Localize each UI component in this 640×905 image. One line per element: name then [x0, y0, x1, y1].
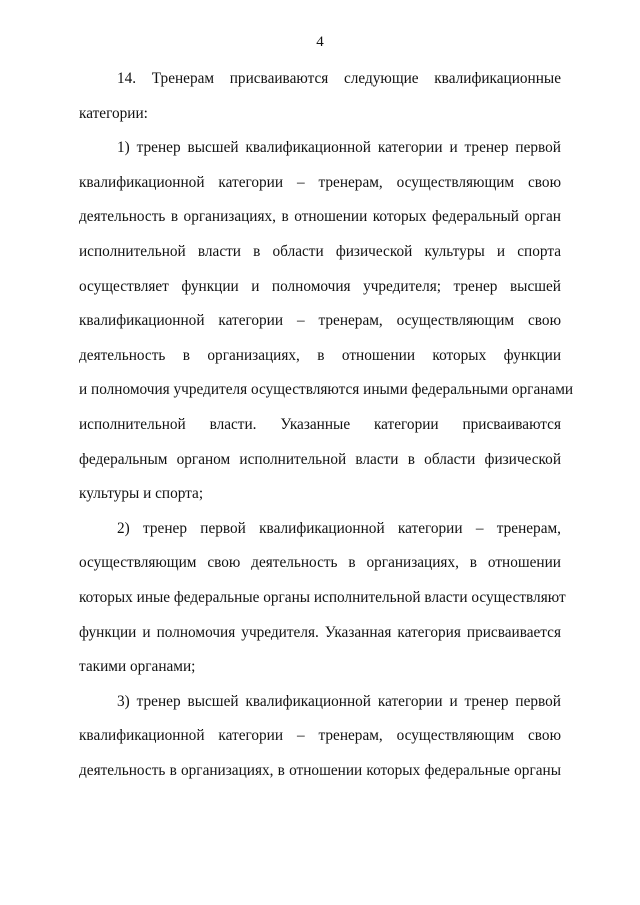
text-line: 14. Тренерам присваиваются следующие квалификационные [117, 70, 561, 87]
text-line: категории: [79, 104, 148, 122]
list-item-3 [79, 685, 561, 789]
text-line: исполнительной власти. Указанные категории присваиваются [79, 415, 561, 433]
text-line: которых иные федеральные органы исполнительной власти осуществляют [79, 588, 566, 606]
text-line: деятельность в организациях, в отношении которых федеральный орган [79, 208, 561, 226]
text-line: и полномочия учредителя осуществляются иными федеральными органами [79, 381, 574, 399]
paragraph-14 [79, 62, 561, 131]
document-body [79, 62, 574, 788]
text-line: деятельность в организациях, в отношении которых федеральные органы [79, 761, 561, 779]
text-line: квалификационной категории – тренерам, осуществляющим свою [79, 727, 561, 745]
text-line: 3) тренер высшей квалификационной категории и тренер первой [117, 692, 561, 710]
text-line: квалификационной категории – тренерам, осуществляющим свою [79, 173, 561, 191]
list-item-2 [79, 512, 566, 685]
text-line: деятельность в организациях, в отношении которых функции [79, 346, 561, 364]
text-line: 2) тренер первой квалификационной категории – тренерам, [117, 519, 561, 537]
text-line: исполнительной власти в области физической культуры и спорта [79, 242, 561, 260]
text-line: функции и полномочия учредителя. Указанная категория присваивается [79, 623, 561, 641]
text-line: такими органами; [79, 658, 196, 676]
list-item-1 [79, 131, 574, 512]
text-line: культуры и спорта; [79, 485, 204, 503]
text-line: квалификационной категории – тренерам, осуществляющим свою [79, 312, 561, 330]
text-line: осуществляет функции и полномочия учредителя; тренер высшей [79, 277, 561, 295]
page-number: 4 [316, 34, 324, 50]
text-line: федеральным органом исполнительной власти в области физической [79, 450, 561, 468]
text-line: осуществляющим свою деятельность в организациях, в отношении [79, 554, 561, 572]
text-line: 1) тренер высшей квалификационной категории и тренер первой [117, 139, 561, 157]
